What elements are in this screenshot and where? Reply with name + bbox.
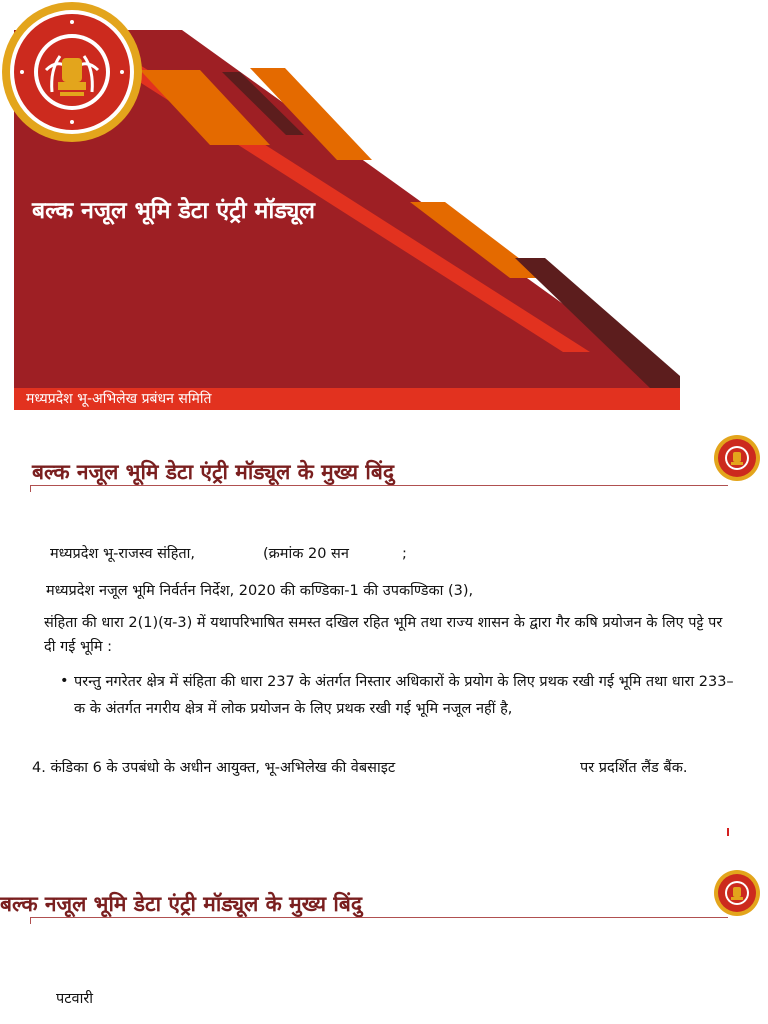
text-line-1c: ; — [402, 546, 407, 562]
text-line-3: संहिता की धारा 2(1)(य-3) में यथापरिभाषित समस्त दखिल रहित भूमि तथा राज्य शासन के द्वारा गैर कषि प्रयोजन के लिए पट्टे पर दी गई भूमि : — [44, 615, 723, 655]
heading-underline-tick — [30, 917, 31, 924]
heading-underline — [30, 485, 728, 486]
bullet-marker: • — [60, 673, 69, 689]
mp-govt-emblem-icon — [713, 434, 761, 482]
slide-heading: बल्क नजूल भूमि डेटा एंट्री मॉड्यूल के मुख्य बिंदु — [0, 892, 362, 916]
mp-govt-emblem-icon — [713, 869, 761, 917]
text-line-1a: मध्यप्रदेश भू-राजस्व संहिता, — [50, 546, 196, 562]
text-line-4a: 4. कंडिका 6 के उपबंधो के अधीन आयुक्त, भू-अभिलेख की वेबसाइट — [32, 760, 396, 776]
mp-govt-emblem-icon — [0, 0, 144, 144]
presentation-title: बल्क नजूल भूमि डेटा एंट्री मॉड्यूल — [32, 198, 315, 224]
bullet-text: परन्तु नगरेतर क्षेत्र में संहिता की धारा 237 के अंतर्गत निस्तार अधिकारों के प्रयोग के लिए प्रथक रखी गई भूमि तथा धारा 233–क के अंतर्गत नगरीय क्षेत्र में लोक प्रयोजन के लिए प्रथक रखी गई भूमि नजूल नहीं है, — [74, 674, 734, 717]
red-marker — [727, 828, 729, 836]
content-slide-2 — [0, 412, 768, 832]
heading-underline-tick — [30, 485, 31, 492]
title-slide — [0, 0, 768, 412]
slide-heading: बल्क नजूल भूमि डेटा एंट्री मॉड्यूल के मुख्य बिंदु — [32, 460, 394, 484]
content-slide-3 — [0, 855, 768, 1024]
text-line-4b: पर प्रदर्शित लैंड बैंक. — [580, 760, 688, 776]
text-line-2: मध्यप्रदेश नजूल भूमि निर्वर्तन निर्देश, 2020 की कण्डिका-1 की उपकण्डिका (3), — [46, 583, 474, 599]
heading-underline — [30, 917, 728, 918]
text-line-1b: (क्रमांक 20 सन — [263, 546, 349, 562]
text-line-1: पटवारी — [56, 991, 94, 1007]
organization-name: मध्यप्रदेश भू-अभिलेख प्रबंधन समिति — [26, 391, 212, 407]
